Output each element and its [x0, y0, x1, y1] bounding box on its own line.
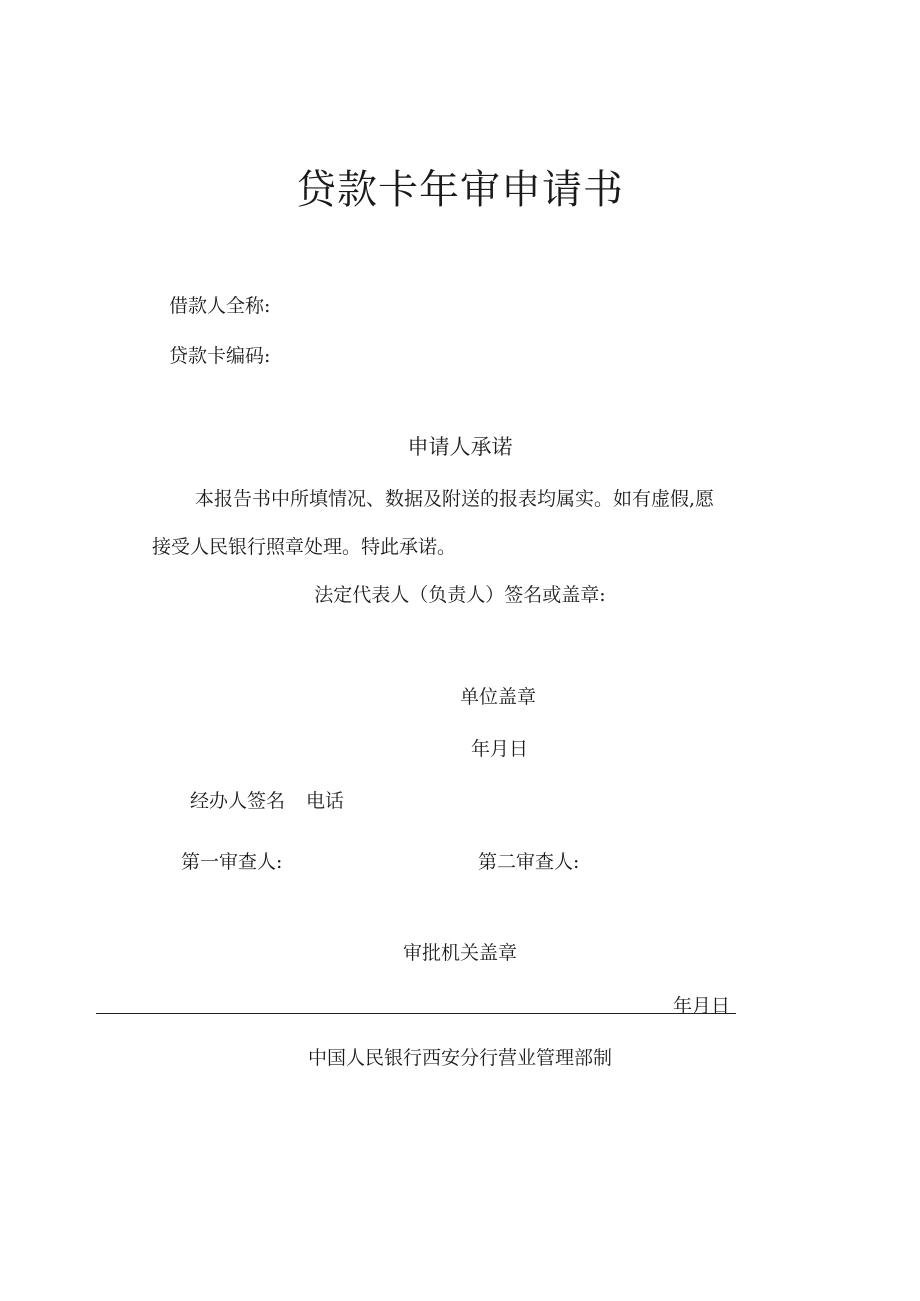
loan-card-number-label: 贷款卡编码:	[169, 345, 271, 367]
first-reviewer-label: 第一审查人:	[181, 851, 283, 873]
date-label-applicant: 年月日	[471, 738, 529, 760]
pledge-line-1: 本报告书中所填情况、数据及附送的报表均属实。如有虚假,愿	[195, 488, 715, 510]
second-reviewer-label: 第二审查人:	[478, 851, 580, 873]
date-label-approval: 年月日	[673, 995, 731, 1017]
issuer-footer: 中国人民银行西安分行营业管理部制	[307, 1047, 612, 1069]
document-title: 贷款卡年审申请书	[296, 167, 624, 213]
borrower-name-label: 借款人全称:	[169, 295, 271, 317]
handler-phone-label: 电话	[306, 790, 345, 812]
approval-authority-seal-label: 审批机关盖章	[403, 942, 518, 964]
unit-seal-label: 单位盖章	[460, 686, 537, 708]
legal-rep-signature-label: 法定代表人（负责人）签名或盖章:	[314, 584, 606, 606]
pledge-heading: 申请人承诺	[407, 435, 513, 459]
divider-line	[96, 1013, 736, 1014]
pledge-line-2: 接受人民银行照章处理。特此承诺。	[152, 536, 457, 558]
handler-signature-label: 经办人签名	[190, 790, 286, 812]
